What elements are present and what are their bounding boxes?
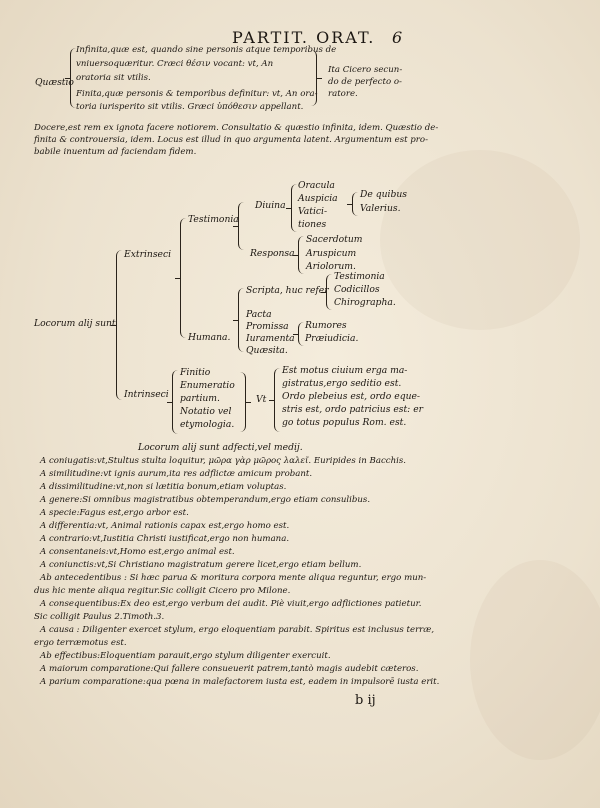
loci-line-1: A coniugatis:vt,Stultus stulta loquitur, μῶρα γὰρ μῶρος λαλεῖ. Euripides in Bacchis. <box>40 456 407 466</box>
docere-line-2: finita & controuersia, idem. Locus est illud in quo argumenta latent. Argumentum est pro- <box>34 135 428 145</box>
loci-line-15: ergo terræmotus est. <box>34 638 127 648</box>
scripta-item-2: Codicillos <box>334 284 380 295</box>
pacta-item-3: Iuramenta <box>246 333 295 344</box>
diuina-note-2: Valerius. <box>360 203 401 214</box>
pacta-note-1: Rumores <box>305 320 347 331</box>
responsa-item-2: Aruspicum <box>306 248 357 259</box>
intrinseci-item-1: Finitio <box>180 367 211 378</box>
loci-line-6: A differentia:vt, Animal rationis capax est,ergo homo est. <box>40 521 290 531</box>
tree-extrinseci: Extrinseci <box>124 249 172 260</box>
humana-brace <box>238 288 244 352</box>
tree-responsa: Responsa <box>250 248 295 259</box>
quaestio-finita-2: toria iurisperito sit vtilis. Græci ὑπόθεσιν appellant. <box>76 102 304 112</box>
vt-note-2: gistratus,ergo seditio est. <box>282 378 402 389</box>
root-brace <box>116 250 122 400</box>
loci-line-2: A similitudine:vt ignis aurum,ita res adflictæ amicum probant. <box>40 469 313 479</box>
loci-title: Locorum alij sunt adfecti,vel medij. <box>138 442 303 453</box>
testimonia-brace <box>238 202 244 250</box>
vt-note-5: go totus populus Rom. est. <box>282 417 407 428</box>
loci-line-12: A consequentibus:Ex deo est,ergo verbum dei audit. Piè viuit,ergo adflictiones patietur. <box>40 599 422 609</box>
quaestio-note-2: do de perfecto o- <box>328 77 402 87</box>
quaestio-finita-1: Finita,quæ personis & temporibus definitur: vt, An ora- <box>76 89 318 99</box>
intrinseci-item-2: Enumeratio <box>180 380 235 391</box>
pacta-note-2: Præiudicia. <box>305 333 359 344</box>
loci-line-17: A maiorum comparatione:Qui fallere consueuerit patrem,tantò magis audebit cæteros. <box>40 664 419 674</box>
pacta-item-1: Pacta <box>246 309 272 320</box>
diuina-item-2: Auspicia <box>298 193 338 204</box>
scripta-item-1: Testimonia <box>334 271 385 282</box>
vt-note-3: Ordo plebeius est, ordo eque- <box>282 391 421 402</box>
tree-scripta: Scripta, huc refer <box>246 285 329 296</box>
pacta-item-4: Quæsita. <box>246 345 288 356</box>
scripta-item-3: Chirographa. <box>334 297 396 308</box>
quaestio-infinita-2: vniuersoquæritur. Cræci θέσιν vocant: vt, An <box>76 59 274 69</box>
responsa-item-1: Sacerdotum <box>306 234 363 245</box>
tree-testimonia: Testimonia <box>188 214 239 225</box>
quaestio-label: Quæstio <box>35 77 74 88</box>
tree-vt: Vt <box>256 394 267 405</box>
loci-line-7: A contrario:vt,Iustitia Christi iustificat,ergo non humana. <box>40 534 290 544</box>
docere-line-3: babile inuentum ad faciendam fidem. <box>34 147 197 157</box>
signature-mark: b ij <box>355 693 376 708</box>
loci-line-13: Sic colligit Paulus 2.Timoth.3. <box>34 612 165 622</box>
loci-line-3: A dissimilitudine:vt,non si lætitia bonum,etiam voluptas. <box>40 482 287 492</box>
quaestio-infinita-3: oratoria sit vtilis. <box>76 73 151 83</box>
vt-brace <box>274 368 280 432</box>
running-head: PARTIT. ORAT. <box>232 28 376 47</box>
loci-line-18: A parium comparatione:qua pœna in malefactorem iusta est, eadem in impulsorē iusta erit. <box>40 677 440 687</box>
loci-line-5: A specie:Fagus est,ergo arbor est. <box>40 508 189 518</box>
intrinseci-item-3: partium. <box>180 393 220 404</box>
intrinseci-close-brace <box>240 372 246 432</box>
intrinseci-item-4: Notatio vel <box>180 406 232 417</box>
diuina-note-brace <box>352 192 358 216</box>
scripta-brace <box>326 274 332 310</box>
pacta-note-brace <box>298 322 304 346</box>
loci-line-4: A genere:Si omnibus magistratibus obtemperandum,ergo etiam consulibus. <box>40 495 371 505</box>
diuina-note-1: De quibus <box>360 189 407 200</box>
diuina-item-4: tiones <box>298 219 327 230</box>
docere-line-1: Docere,est rem ex ignota facere notiorem. Consultatio & quæstio infinita, idem. Quæstio de- <box>34 123 439 133</box>
loci-line-16: Ab effectibus:Eloquentiam parauit,ergo stylum diligenter exercuit. <box>40 651 331 661</box>
responsa-item-3: Ariolorum. <box>306 261 356 272</box>
vt-note-1: Est motus ciuium erga ma- <box>282 365 408 376</box>
quaestio-note-3: ratore. <box>328 89 358 99</box>
diuina-item-3: Vatici- <box>298 206 328 217</box>
extrinseci-brace <box>180 218 186 338</box>
intrinseci-brace <box>172 370 178 434</box>
tree-diuina: Diuina <box>255 200 286 211</box>
quaestio-note-brace <box>311 50 317 106</box>
quaestio-note-1: Ita Cicero secun- <box>328 65 403 75</box>
page-number: 6 <box>392 28 405 47</box>
loci-line-10: Ab antecedentibus : Si hæc parua & moritura corpora mente aliqua reguntur, ergo mun- <box>40 573 427 583</box>
diuina-brace <box>291 184 297 232</box>
loci-line-8: A consentaneis:vt,Homo est,ergo animal est. <box>40 547 235 557</box>
loci-line-11: dus hic mente aliqua regitur.Sic colligit Cicero pro Milone. <box>34 586 291 596</box>
quaestio-infinita-1: Infinita,quæ est, quando sine personis atque temporibus de <box>76 45 337 55</box>
intrinseci-item-5: etymologia. <box>180 419 235 430</box>
loci-line-9: A coniunctis:vt,Si Christiano magistratum gerere licet,ergo etiam bellum. <box>40 560 362 570</box>
pacta-item-2: Promissa <box>246 321 289 332</box>
tree-humana: Humana. <box>188 332 231 343</box>
diuina-item-1: Oracula <box>298 180 335 191</box>
responsa-brace <box>298 236 304 274</box>
tree-intrinseci: Intrinseci <box>124 389 169 400</box>
loci-line-14: A causa : Diligenter exercet stylum, ergo eloquentiam parabit. Spiritus est inclusus terræ, <box>40 625 435 635</box>
tree-root: Locorum alij sunt <box>34 318 116 329</box>
vt-note-4: stris est, ordo patricius est: er <box>282 404 424 415</box>
